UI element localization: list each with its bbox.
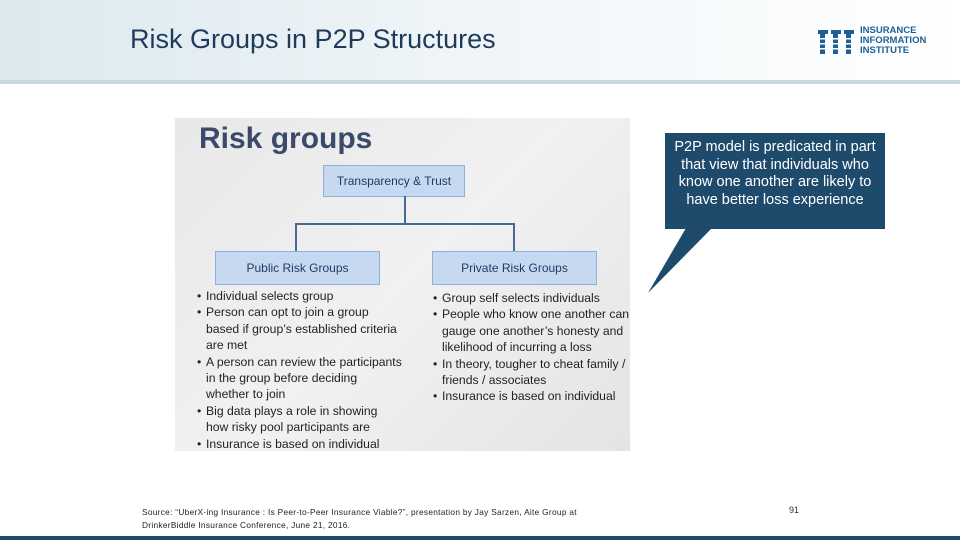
list-item: • In theory, tougher to cheat family / friends / associates (433, 356, 630, 389)
source-line-2: DrinkerBiddle Insurance Conference, June 21, 2016. (142, 520, 351, 530)
list-item: • People who know one another can gauge one another’s honesty and likelihood of incurring a loss (433, 306, 630, 355)
iii-logo (816, 26, 946, 58)
connector-vertical (404, 196, 406, 224)
logo-line-1: INSURANCE (860, 25, 917, 36)
header-divider (0, 80, 960, 84)
logo-wordmark (860, 26, 926, 56)
private-risk-groups-box: Private Risk Groups (432, 251, 597, 285)
connector-right (513, 223, 515, 251)
transparency-trust-box: Transparency & Trust (323, 165, 465, 197)
figure-heading: Risk groups (199, 122, 373, 155)
list-item: • Person can opt to join a group based if group’s established criteria are met (197, 304, 402, 353)
list-item: • Group self selects individuals (433, 290, 630, 306)
logo-line-3: INSTITUTE (860, 45, 910, 56)
list-item: • Big data plays a role in showing how risky pool participants are (197, 403, 402, 436)
list-item: • Insurance is based on individual (197, 436, 402, 451)
list-item: • Individual selects group (197, 288, 402, 304)
connector-horizontal (295, 223, 515, 225)
list-item: • Insurance is based on individual (433, 388, 630, 404)
source-line-1: Source: “UberX-ing Insurance : Is Peer-to-Peer Insurance Viable?”, presentation by Jay Sarzen, Aite Group at (142, 507, 577, 517)
slide-title: Risk Groups in P2P Structures (130, 24, 496, 54)
source-citation (142, 506, 577, 532)
list-item: • A person can review the participants in the group before deciding whether to join (197, 354, 402, 403)
public-bullets (197, 288, 402, 451)
footer-divider (0, 536, 960, 540)
iii-logo-icon (816, 26, 858, 56)
risk-groups-figure (175, 118, 630, 451)
connector-left (295, 223, 297, 251)
public-risk-groups-box: Public Risk Groups (215, 251, 380, 285)
page-number: 91 (789, 505, 800, 515)
callout-box: P2P model is predicated in part that view that individuals who know one another are likely to have better loss experience (665, 133, 885, 229)
logo-line-2: INFORMATION (860, 35, 927, 46)
private-bullets (433, 290, 630, 405)
